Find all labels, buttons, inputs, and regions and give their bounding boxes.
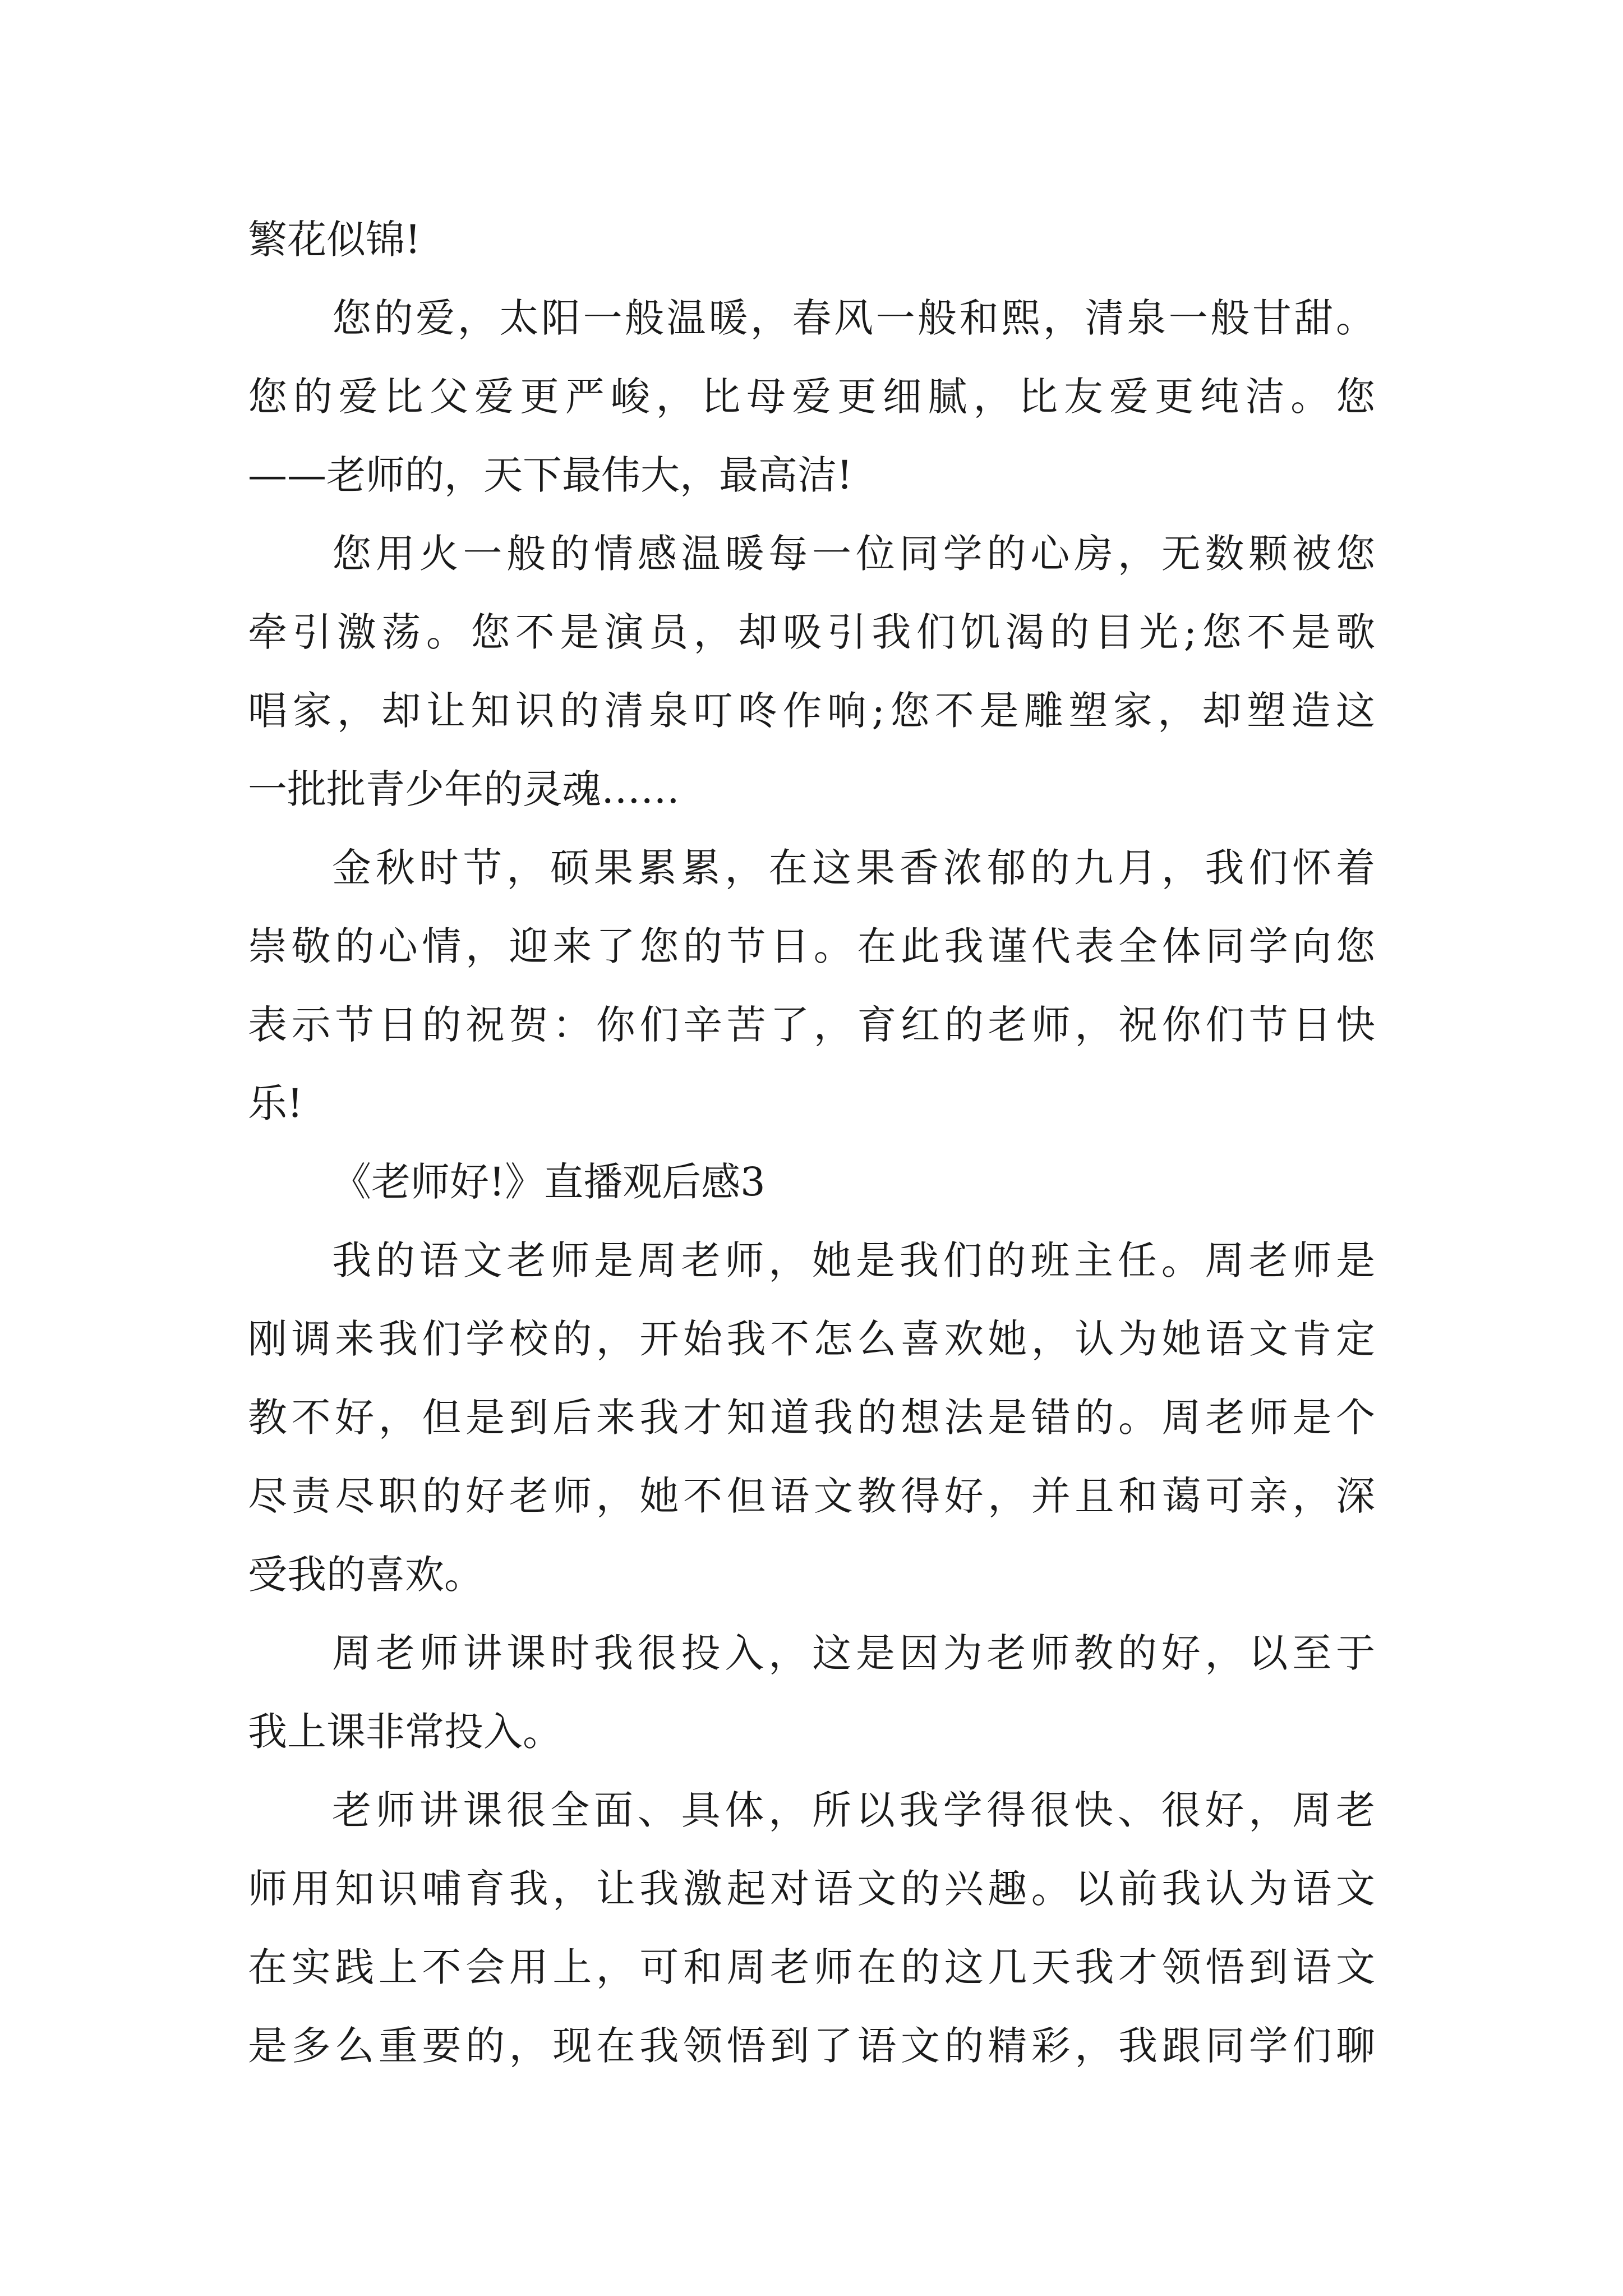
text-line: 乐! bbox=[248, 1080, 303, 1126]
section-heading: 《老师好!》直播观后感3 bbox=[332, 1159, 766, 1205]
text-line: 教不好，但是到后来我才知道我的想法是错的。周老师是个 bbox=[248, 1395, 1375, 1441]
text-line: 表示节日的祝贺：你们辛苦了，育红的老师，祝你们节日快 bbox=[248, 1002, 1375, 1048]
text-line: 我的语文老师是周老师，她是我们的班主任。周老师是 bbox=[332, 1237, 1375, 1283]
text-line: 您的爱，太阳一般温暖，春风一般和熙，清泉一般甘甜。 bbox=[332, 295, 1375, 341]
text-line: 一批批青少年的灵魂…… bbox=[248, 766, 680, 812]
text-line: 我上课非常投入。 bbox=[248, 1709, 562, 1755]
text-line: 繁花似锦! bbox=[248, 217, 421, 263]
text-line: 您的爱比父爱更严峻，比母爱更细腻，比友爱更纯洁。您 bbox=[248, 374, 1375, 420]
text-line: ——老师的，天下最伟大，最高洁! bbox=[248, 452, 853, 498]
text-line: 师用知识哺育我，让我激起对语文的兴趣。以前我认为语文 bbox=[248, 1866, 1375, 1912]
text-line: 刚调来我们学校的，开始我不怎么喜欢她，认为她语文肯定 bbox=[248, 1316, 1375, 1362]
text-line: 唱家，却让知识的清泉叮咚作响;您不是雕塑家，却塑造这 bbox=[248, 688, 1375, 734]
text-line: 是多么重要的，现在我领悟到了语文的精彩，我跟同学们聊 bbox=[248, 2023, 1375, 2069]
text-line: 崇敬的心情，迎来了您的节日。在此我谨代表全体同学向您 bbox=[248, 923, 1375, 969]
text-line: 尽责尽职的好老师，她不但语文教得好，并且和蔼可亲，深 bbox=[248, 1473, 1375, 1519]
text-line: 受我的喜欢。 bbox=[248, 1552, 483, 1598]
text-line: 在实践上不会用上，可和周老师在的这几天我才领悟到语文 bbox=[248, 1944, 1375, 1990]
text-line: 老师讲课很全面、具体，所以我学得很快、很好，周老 bbox=[332, 1787, 1375, 1833]
text-line: 您用火一般的情感温暖每一位同学的心房，无数颗被您 bbox=[332, 531, 1375, 577]
text-line: 牵引激荡。您不是演员，却吸引我们饥渴的目光;您不是歌 bbox=[248, 609, 1375, 655]
text-line: 金秋时节，硕果累累，在这果香浓郁的九月，我们怀着 bbox=[332, 845, 1375, 891]
text-line: 周老师讲课时我很投入，这是因为老师教的好，以至于 bbox=[332, 1630, 1375, 1676]
